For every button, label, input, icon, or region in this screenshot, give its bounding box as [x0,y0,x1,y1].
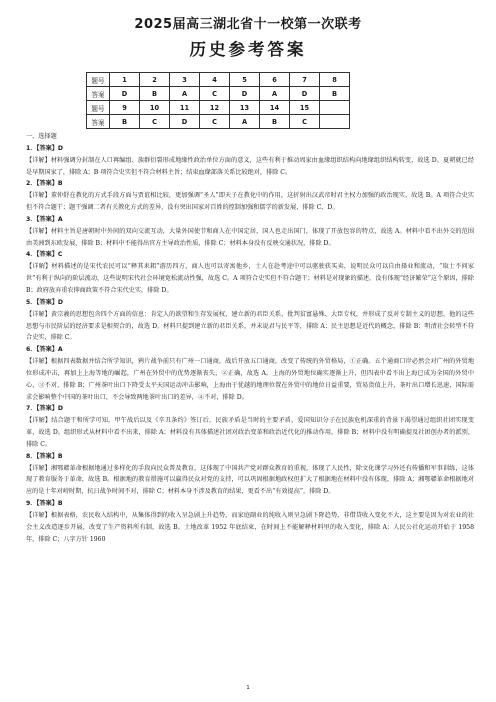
answer-table-row [87,115,350,129]
answer-table-cell: C [200,87,230,101]
section-title: 一、选择题 [26,133,57,140]
question-explanation: 【详解】材料主旨是唐朝时中外间的双向交流互动，大量外国使节和商人在中国定居，国人也走出国门，体现了开放包容的特点，故选 A。材料中看不出外交的范围由美洲到东欧发展，排除 B；材料中不能得出官方主导政治性质，排除 C；材料本身没有反映交通状况，排除 D。 [26,227,474,247]
answer-table-cell: 10 [140,101,170,115]
answer-table-cell: C [140,115,170,129]
answer-table-cell: 9 [110,101,140,115]
question-answer-heading: 1．【答案】D [26,144,63,152]
question-item [26,249,474,296]
question-item [26,498,474,545]
answer-table-cell: C [290,115,320,129]
question-explanation: 【详解】根据表格，农民收入结构中，从集体得到的收入呈急剧上升趋势，而家庭副业的纯收入则呈急剧下降趋势，非借贷收入变化不大，这主要是因为对农业的社会主义改造逐步开展，改变了生产资料所有制，故选 B。土地改革 1952 年底结束，在时间上不能解释材料里的收入变化，排除 A；人民公社化运动开始于 1958 年，排除 C；八字方针 1960 [26,512,474,543]
answer-table-cell: 14 [260,101,290,115]
answer-table-cell: A [260,87,290,101]
question-explanation: 【详解】董仲舒在教化的方式手段方面与贾谊相比较，更加强调“圣人”即天子在教化中的作用，这折射出汉武帝时君主权力加强的政治现实，故选 B。A 项符合史实但不符合题干；题干强调二者有关教化方式的差异，没有突出国家对百姓的控制加强和儒学的新发展，排除 C、D。 [26,192,474,212]
question-list [26,143,474,546]
answer-table-cell: 15 [290,101,320,115]
answer-table-cell: B [110,115,140,129]
question-explanation: 【详解】黄宗羲的思想包含四个方面的信息：肯定人的欲望和生存发展权，建立新的君臣关系，批判贫富悬殊、大臣专权，并形成了反对专制主义的思想，他的这些思想与市民阶层的经济要求是相契合的，故选 D。材料只提到建立新的君臣关系，并未说君与民平等，排除 A；民主思想是近代的概念，排除 B；明清社会转型不符合史实，排除 C。 [26,310,474,342]
question-answer-heading: 6．【答案】A [26,346,63,354]
answer-table-row [87,87,350,101]
question-explanation: 【详解】结合题干和所学可知，甲午战后以及《辛丑条约》签订后，民族矛盾是当时的主要矛盾，爱国知识分子在民族危机深重的背景下渴望通过组织社团实现变革，故选 D。组织形式从材料中看不出来，排除 A；材料没有具体描述社团对政治变革和政治近代化的推动作用，排除 B；材料中没有明确提及社团创办者的派别，排除 C。 [26,417,474,448]
question-answer-heading: 8．【答案】B [26,452,63,460]
answer-table-cell: B [140,87,170,101]
answer-table-cell: 7 [290,73,320,87]
answer-table-row-header: 题号 [87,101,110,115]
question-item [26,403,474,450]
exam-title: 2025届高三湖北省十一校第一次联考 [134,17,362,32]
question-answer-heading: 5．【答案】D [26,298,63,306]
answer-table-cell: 4 [200,73,230,87]
question-answer-heading: 7．【答案】D [26,405,63,413]
answer-table-cell: 1 [110,73,140,87]
question-answer-heading: 4．【答案】C [26,251,63,259]
answer-table-cell: 3 [170,73,200,87]
answer-table-row-header: 答案 [87,115,110,129]
question-answer-heading: 3．【答案】A [26,215,63,223]
answer-title: 历史参考答案 [189,40,307,59]
question-item [26,178,474,214]
answer-table-cell: D [290,87,320,101]
answer-table-cell: A [170,87,200,101]
answer-table-cell [320,115,350,129]
question-item [26,143,474,179]
question-explanation: 【详解】材料描述的是宋代农民可以“释其耒耜”游历四方，商人也可以寄寓他乡，士人在赴考途中可以驱驶获买卖，说明民众可以自由择业和流动，“取士不问家世”有利于纵向的阶层流动，这些说明宋代社会环境宽松流动性强，故选 C。A 项符合史实但不符合题干；材料是对现象的描述，没有体现“经济繁荣”这个原因，排除 B；政府放弃重农抑商政策不符合宋代史实，排除 D。 [26,263,474,294]
answer-table-cell: D [170,115,200,129]
answer-table-cell: 11 [170,101,200,115]
question-answer-heading: 2．【答案】B [26,180,63,188]
answer-table-cell: 12 [200,101,230,115]
question-explanation: 【详解】根据四表数据并结合所学知识，鸦片战争前只有广州一口通商，战后开放五口通商，改变了传统的外贸格局，①正确。五个通商口岸必然会对广州的外贸地位形成冲击，再加上上海等地的崛起，广州在外贸中的优势逐渐丧失，②正确，故选 A。上海的外贸地位确实逐渐上升，但四表中看不出上海已成为全国的外贸中心，③不对，排除 B；广州茶叶出口下降受太平天国运动冲击影响，上海由于优越的地理位置在外贸中的地位日益重要，贸易货值上升，茶叶出口增长迅速，国际需求会影响整个中国的茶叶出口，不会导致两地茶叶出口的差异，④不对，排除 D。 [26,358,474,401]
question-item [26,344,474,403]
answer-table-cell: D [230,87,260,101]
answer-table-cell: 8 [320,73,350,87]
answer-table-cell [320,101,350,115]
answer-table-cell: B [320,87,350,101]
question-item [26,297,474,344]
question-item [26,451,474,498]
answer-table-cell: B [260,115,290,129]
page-number: 1 [246,685,250,691]
answer-table [86,72,350,129]
question-explanation: 【详解】湘鄂赣革命根据地通过多样化的手段向民众普及教育，这体现了中国共产党对群众教育的重视，体现了人民性，除文化课学习外还有传播和军事训练，这体现了教育服务于革命，故选 B。根据地的教育措施可以赢得民众对党的支持，可以巩固根据地政权但扩大了根据地在材料中没有体现，排除 A；湘鄂赣革命根据地对应的是十年对峙时期，抗日战争时间不对，排除 C；材料本身不涉及教育的结果，更看不出“有效提高”，排除 D。 [26,464,474,496]
answer-table-cell: C [200,115,230,129]
answer-table-cell: 5 [230,73,260,87]
answer-table-cell: 13 [230,101,260,115]
answer-table-cell: D [110,87,140,101]
question-item [26,214,474,250]
answer-table-row-header: 题号 [87,73,110,87]
answer-table-cell: 6 [260,73,290,87]
answer-table-row-header: 答案 [87,87,110,101]
question-explanation: 【详解】材料强调分封制在人口再编组、族群衍裂形成地缘性政治单位方面的意义，这些有利于推动周家由血缘组织结构向地缘组织结构转变，故选 D。夏朝就已经是早期国家了，排除 A；B 项符合史实但不符合材料主旨；结束血缘部落关系比较绝对，排除 C。 [26,156,474,176]
answer-table-cell: 2 [140,73,170,87]
answer-table-row [87,101,350,115]
explanation-body [26,131,474,546]
answer-table-cell: A [230,115,260,129]
answer-table-row [87,73,350,87]
question-answer-heading: 9．【答案】B [26,500,63,508]
